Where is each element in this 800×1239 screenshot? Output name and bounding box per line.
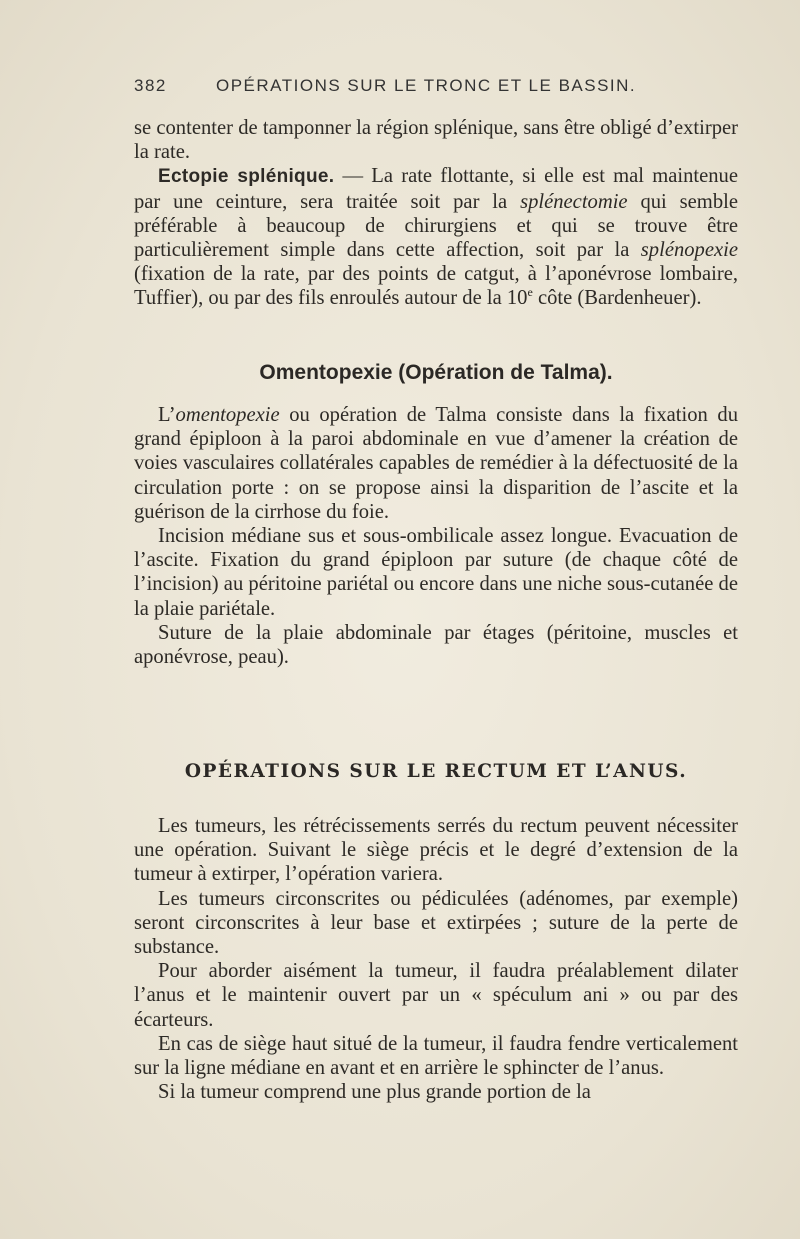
section-heading: Omentopexie (Opération de Talma). (259, 361, 613, 384)
paragraph: Incision médiane sus et sous-ombilicale assez longue. Evacuation de l’ascite. Fixation du grand épiploon par suture (de chaque côté de l’incision) au péritoine pariétal ou encore dans une niche sous-cutanée de la plaie pariétale. (134, 525, 738, 620)
superscript: e (527, 285, 533, 300)
italic-term: splénectomie (520, 190, 628, 213)
paragraph: Les tumeurs circonscrites ou pédiculées (adénomes, par exemple) seront circonscrites à leur base et extirpées ; suture de la perte de substance. (134, 887, 738, 959)
paragraph-text: qui semble préférable à beaucoup de chirurgiens et qui se trouve être particulièrement simple dans cette affection, soit par la (134, 190, 738, 262)
paragraph: Les tumeurs, les rétrécissements serrés du rectum peuvent nécessiter une opération. Suivant le siège précis et le degré d’extension de la tumeur à extirper, l’opération variera. (134, 815, 738, 886)
paragraph-text: — La rate flottante, si elle est mal maintenue par une ceinture, sera traitée soit par la (134, 165, 738, 213)
text-block-omentopexie (134, 403, 738, 669)
runin-heading: Ectopie splénique. (158, 166, 335, 188)
page-number: 382 (134, 76, 167, 95)
paragraph: En cas de siège haut situé de la tumeur, il faudra fendre verticalement sur la ligne médiane en avant et en arrière le sphincter de l’anus. (134, 1032, 738, 1080)
italic-term: splénopexie (640, 239, 738, 262)
text-block-rectum (134, 814, 738, 1104)
paragraph: Pour aborder aisément la tumeur, il faudra préalablement dilater l’anus et le maintenir ouvert par un « spéculum ani » ou par des écarteurs. (134, 960, 738, 1031)
paragraph-text: ou opération de Talma consiste dans la fixation du grand épiploon à la paroi abdominale en vue d’amener la création de voies vasculaires collatérales capables de remédier à la défectuosité de la circulation porte : on se propose ainsi la disparition de l’ascite et la guérison de la cirrhose du foie. (134, 404, 738, 523)
paragraph (134, 403, 738, 524)
italic-term: omentopexie (175, 404, 280, 426)
paragraph-text: (fixation de la rate, par des points de catgut, à l’aponévrose lombaire, Tuffier), ou par des fils enroulés autour de la 10 (134, 263, 738, 310)
paragraph-ectopie (134, 164, 738, 310)
paragraph-text: L’ (158, 404, 176, 426)
chapter-heading: OPÉRATIONS SUR LE RECTUM ET L’ANUS. (184, 761, 688, 782)
paragraph-text: côte (Bardenheuer). (532, 287, 702, 310)
running-header (134, 76, 738, 96)
text-block-splenic (134, 116, 738, 311)
paragraph: se contenter de tamponner la région splénique, sans être obligé d’extirper la rate. (134, 117, 738, 164)
paragraph: Si la tumeur comprend une plus grande portion de la (158, 1081, 591, 1104)
running-title: OPÉRATIONS SUR LE TRONC ET LE BASSIN. (216, 76, 637, 95)
paragraph: Suture de la plaie abdominale par étages (péritoine, muscles et aponévrose, peau). (134, 621, 738, 669)
